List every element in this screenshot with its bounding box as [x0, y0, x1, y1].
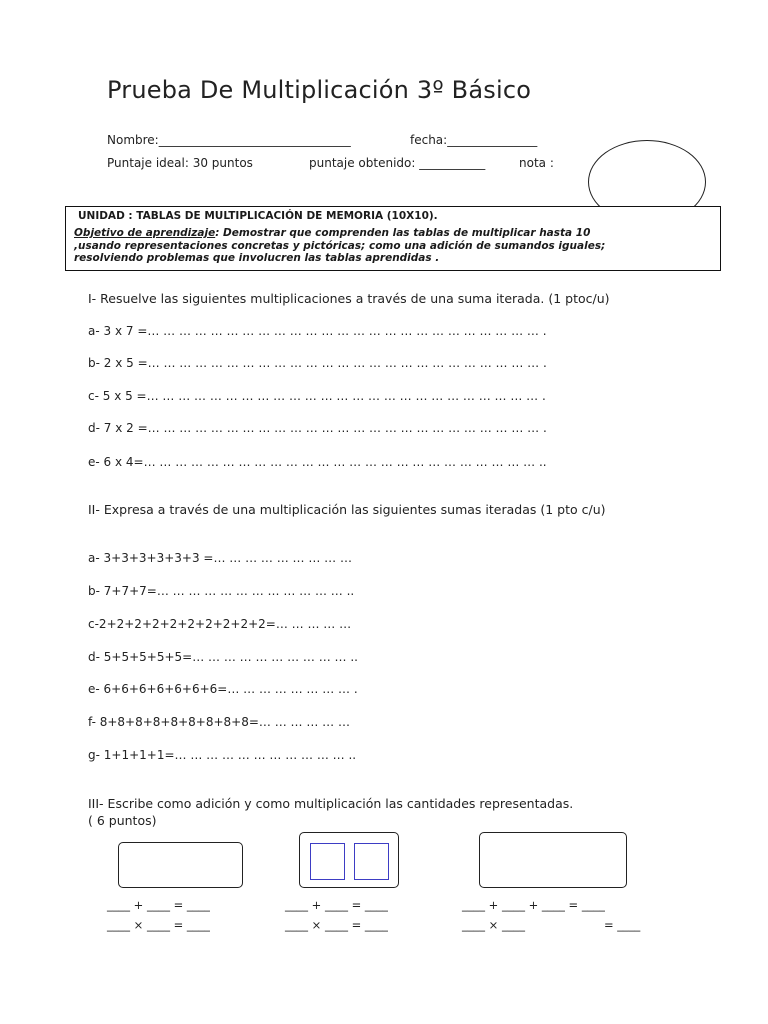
objective-line-3: resolviendo problemas que involucren las tablas aprendidas .: [74, 252, 440, 264]
nombre-field[interactable]: Nombre:________________________________: [107, 133, 351, 147]
col1-multiplication[interactable]: ____ × ____ = ____: [107, 918, 210, 932]
objective-line-2: ,usando representaciones concretas y pictóricas; como una adición de sumandos iguales;: [74, 240, 606, 252]
col1-addition[interactable]: ____ + ____ = ____: [107, 898, 210, 912]
section2-item-c[interactable]: c-2+2+2+2+2+2+2+2+2+2=… … … … …: [88, 617, 352, 631]
section1-item-b[interactable]: b- 2 x 5 =… … … … … … … … … … … … … … … … … … … … … … … … … .: [88, 356, 547, 370]
section2-item-a[interactable]: a- 3+3+3+3+3+3 =… … … … … … … … …: [88, 551, 352, 565]
section2-heading: II- Expresa a través de una multiplicación las siguientes sumas iteradas (1 pto c/u): [88, 502, 606, 517]
section1-item-d[interactable]: d- 7 x 2 =… … … … … … … … … … … … … … … … … … … … … … … … … .: [88, 421, 547, 435]
page-title: Prueba De Multiplicación 3º Básico: [107, 76, 532, 104]
objective-label: Objetivo de aprendizaje: [74, 227, 216, 239]
section2-item-f[interactable]: f- 8+8+8+8+8+8+8+8+8=… … … … … …: [88, 715, 350, 729]
section2-item-g[interactable]: g- 1+1+1+1=… … … … … … … … … … … ..: [88, 748, 357, 762]
empty-picture-box-1: [118, 842, 243, 888]
section1-item-a[interactable]: a- 3 x 7 =… … … … … … … … … … … … … … … … … … … … … … … … … .: [88, 324, 547, 338]
section1-item-c[interactable]: c- 5 x 5 =… … … … … … … … … … … … … … … … … … … … … … … … … .: [88, 389, 546, 403]
fecha-field[interactable]: fecha:_______________: [410, 133, 538, 147]
blue-square-2: [354, 843, 389, 880]
col3-multiplication-factors[interactable]: ____ × ____: [462, 918, 525, 932]
section3-heading-line2: ( 6 puntos): [88, 813, 157, 828]
objective-text-1: : Demostrar que comprenden las tablas de multiplicar hasta 10: [215, 227, 591, 239]
unit-title: UNIDAD : TABLAS DE MULTIPLICACIÓN DE MEMORIA (10X10).: [78, 210, 438, 222]
objective-line-1: [74, 227, 590, 239]
picture-box-two-squares: [299, 832, 399, 888]
col3-multiplication-result[interactable]: = ____: [604, 918, 641, 932]
col3-addition[interactable]: ____ + ____ + ____ = ____: [462, 898, 605, 912]
section2-item-d[interactable]: d- 5+5+5+5+5=… … … … … … … … … … ..: [88, 650, 358, 664]
section2-item-e[interactable]: e- 6+6+6+6+6+6+6=… … … … … … … … .: [88, 682, 358, 696]
section1-item-e[interactable]: e- 6 x 4=… … … … … … … … … … … … … … … … … … … … … … … … … ..: [88, 455, 547, 469]
empty-picture-box-3: [479, 832, 627, 888]
puntaje-obtenido-field[interactable]: puntaje obtenido: ___________: [309, 156, 486, 170]
section1-heading: I- Resuelve las siguientes multiplicaciones a través de una suma iterada. (1 ptoc/u): [88, 291, 610, 306]
blue-square-1: [310, 843, 345, 880]
col2-addition[interactable]: ____ + ____ = ____: [285, 898, 388, 912]
puntaje-ideal-label: Puntaje ideal: 30 puntos: [107, 156, 253, 170]
col2-multiplication[interactable]: ____ × ____ = ____: [285, 918, 388, 932]
unit-box: [65, 206, 721, 271]
section2-item-b[interactable]: b- 7+7+7=… … … … … … … … … … … … ..: [88, 584, 355, 598]
section3-heading-line1: III- Escribe como adición y como multiplicación las cantidades representadas.: [88, 796, 574, 811]
nota-label: nota :: [519, 156, 554, 170]
